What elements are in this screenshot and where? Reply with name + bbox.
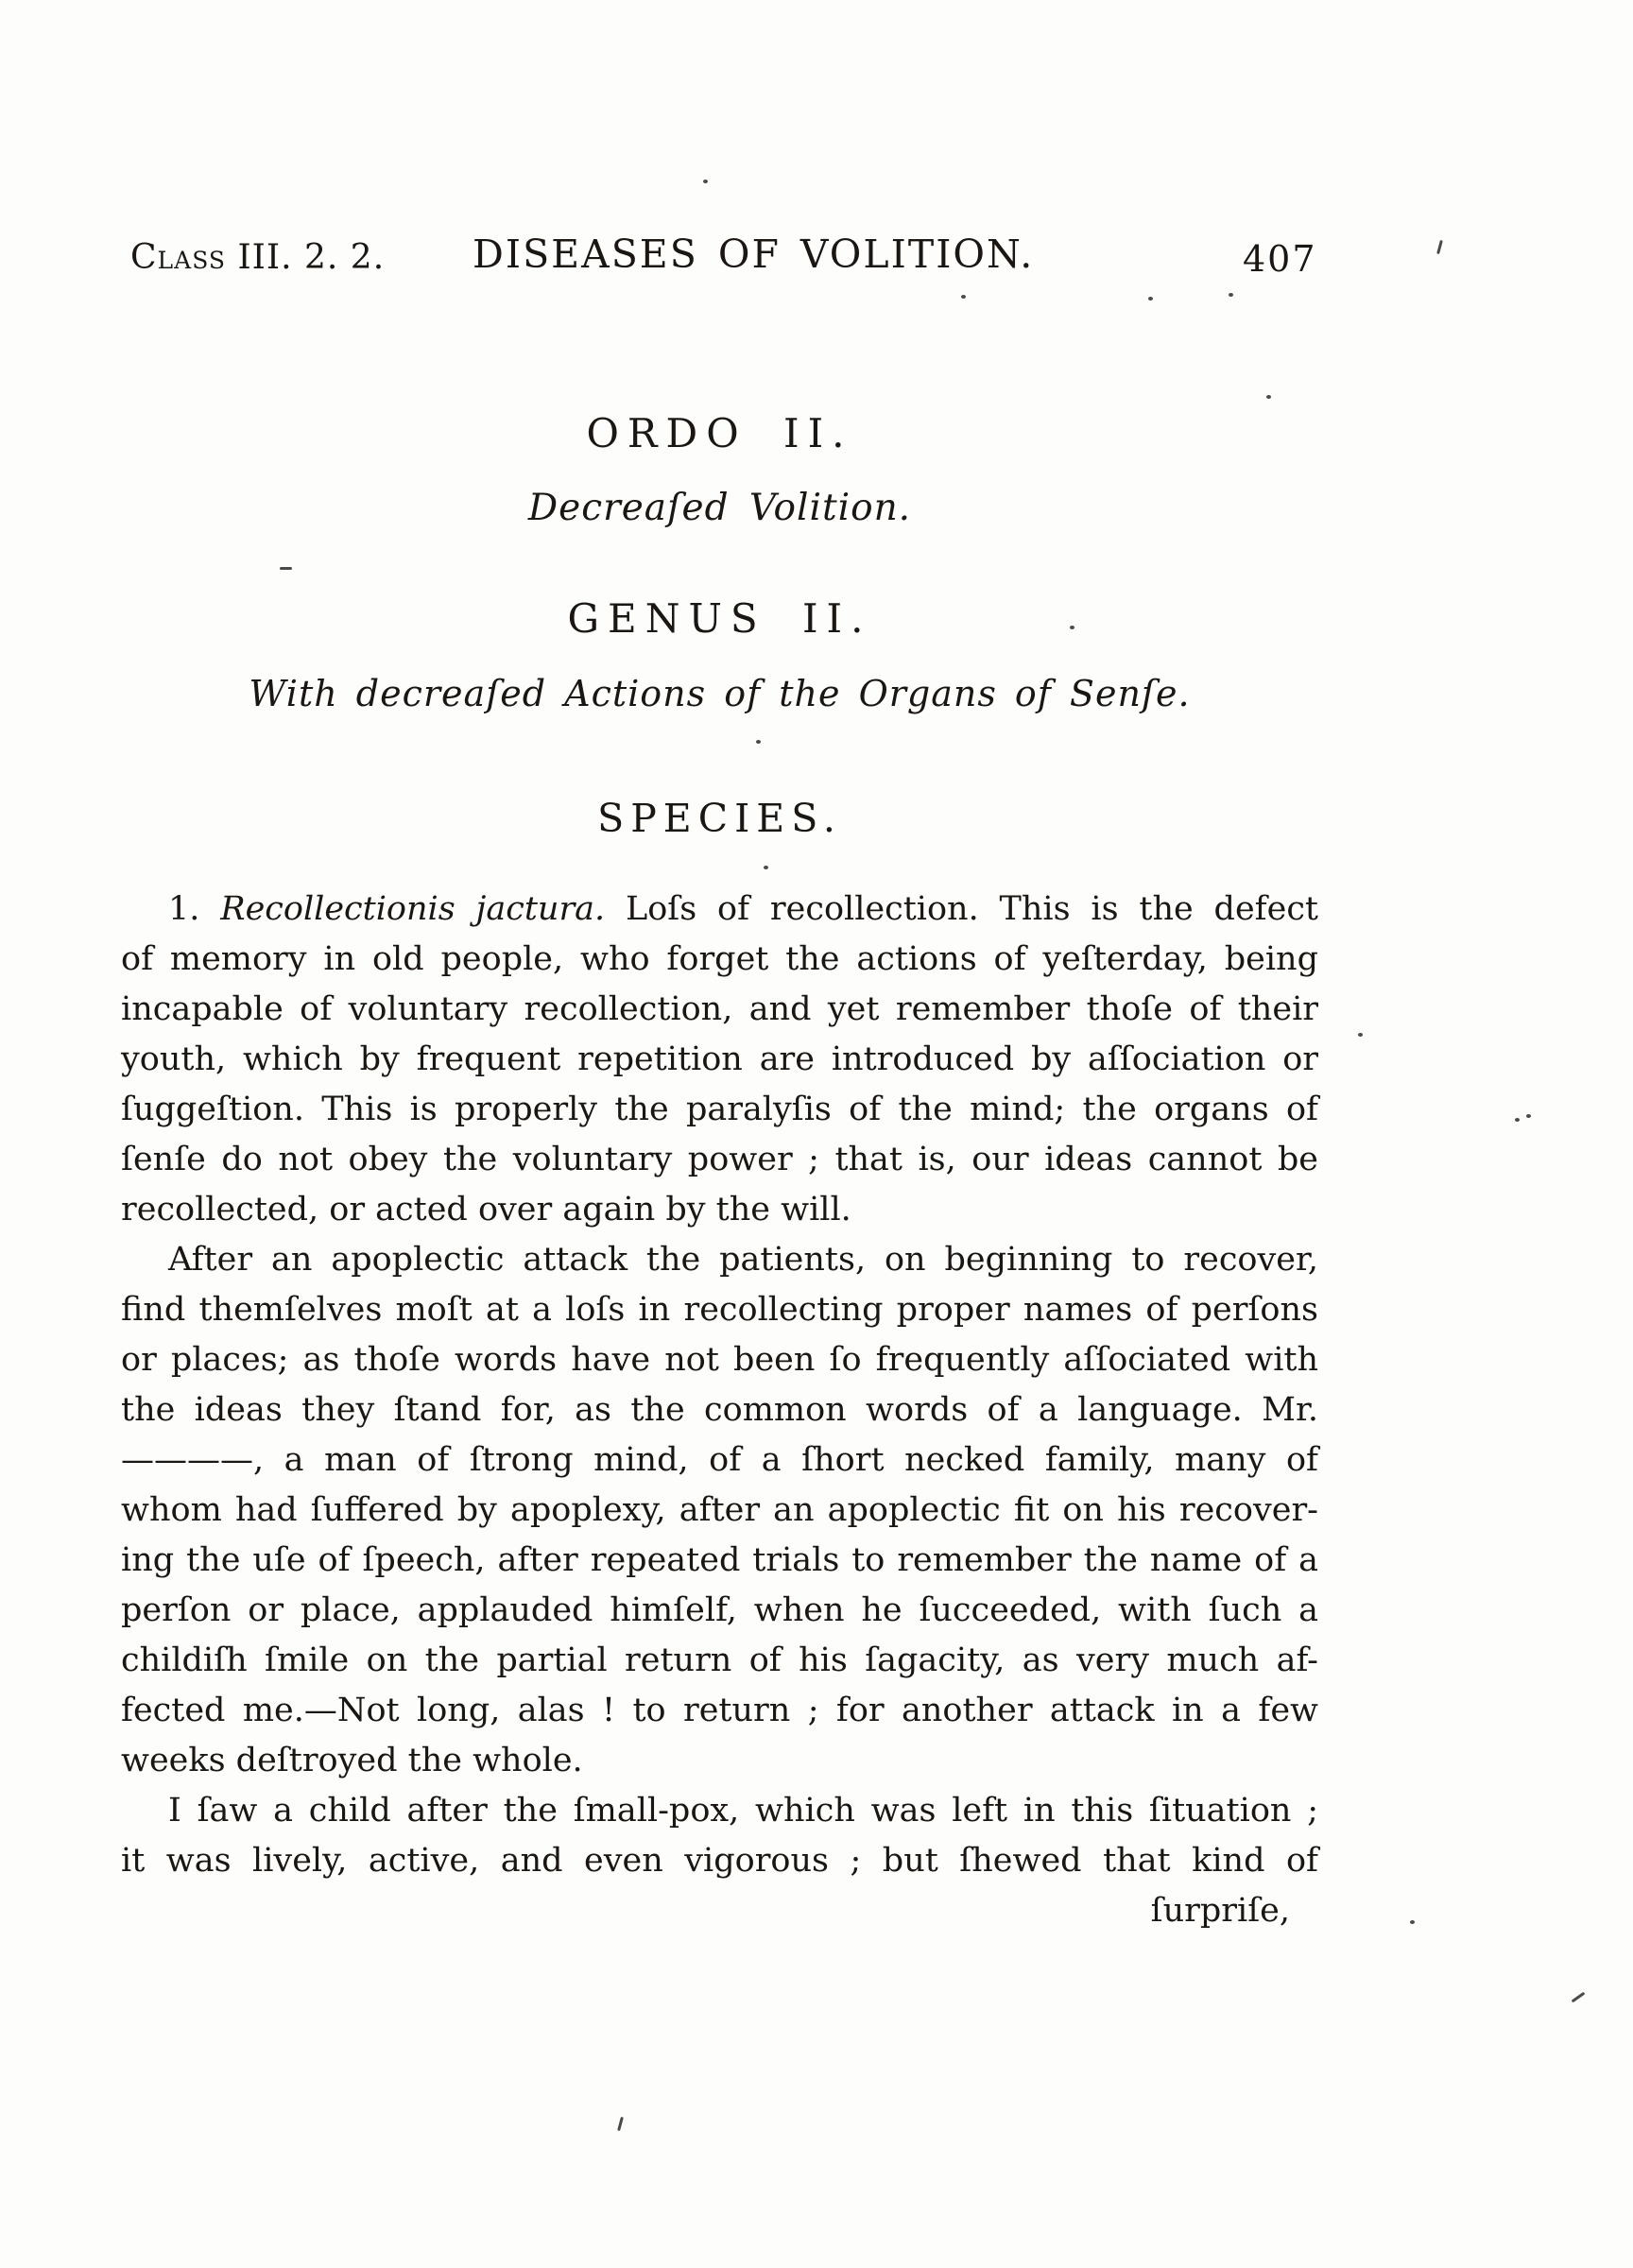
body-line: incapable of voluntary recollection, and yet remember thoſe of their [121, 990, 1318, 1028]
scan-speck [703, 180, 708, 183]
scan-speck [1266, 395, 1271, 399]
scan-speck [1436, 240, 1443, 254]
scan-speck [1070, 626, 1074, 629]
body-line: find themſelves moſt at a loſs in recollecting proper names of perſons [121, 1291, 1318, 1329]
scan-speck [617, 2117, 624, 2131]
body-line: childiſh ſmile on the partial return of his ſagacity, as very much af- [121, 1641, 1318, 1679]
scan-speck [961, 295, 966, 299]
species-number: 1. [168, 890, 221, 928]
species-latin-name: Recollectionis jactura. [220, 890, 606, 928]
header-running-title: DISEASES OF VOLITION. [473, 232, 1035, 277]
genus-subtitle: With decreaſed Actions of the Organs of Senſe. [249, 673, 1191, 714]
scan-speck [1358, 1033, 1363, 1037]
scan-speck [280, 567, 292, 570]
body-line: it was lively, active, and even vigorous ; but ſhewed that kind of [121, 1842, 1318, 1880]
scan-speck [1572, 1992, 1586, 2003]
body-line: ſuggeſtion. This is properly the paralyſis of the mind; the organs of [121, 1091, 1318, 1128]
scan-speck [756, 740, 761, 744]
species-heading: SPECIES. [597, 796, 842, 841]
body-line: I ſaw a child after the ſmall-pox, which was left in this ſituation ; [168, 1792, 1318, 1830]
body-line: of memory in old people, who forget the actions of yeſterday, being [121, 940, 1318, 978]
body-line: ing the uſe of ſpeech, after repeated trials to remember the name of a [121, 1541, 1318, 1579]
ordo-subtitle: Decreaſed Volition. [527, 487, 912, 529]
body-line: ſenſe do not obey the voluntary power ; that is, our ideas cannot be [121, 1141, 1318, 1178]
body-line [121, 885, 1318, 935]
body-line: or places; as thoſe words have not been ſo frequently aſſociated with [121, 1341, 1318, 1379]
scan-speck [1515, 1118, 1520, 1122]
body-text [121, 885, 1318, 1936]
body-line: the ideas they ſtand for, as the common words of a language. Mr. [121, 1391, 1318, 1429]
line-text: Loſs of recollection. This is the defect [605, 890, 1318, 928]
scan-speck [1410, 1920, 1415, 1924]
scan-speck [764, 866, 768, 869]
body-line: fected me.—Not long, alas ! to return ; for another attack in a few [121, 1692, 1318, 1729]
scan-speck [1148, 297, 1153, 301]
body-line: recollected, or acted over again by the will. [121, 1191, 851, 1228]
body-line: After an apoplectic attack the patients, on beginning to recover, [168, 1241, 1318, 1279]
genus-heading: GENUS II. [567, 595, 872, 642]
body-line: whom had ſuffered by apoplexy, after an apoplectic fit on his recover- [121, 1491, 1318, 1529]
body-line: youth, which by frequent repetition are introduced by aſſociation or [121, 1040, 1318, 1078]
catchword: ſurpriſe, [1150, 1892, 1290, 1930]
scan-speck [1229, 293, 1233, 297]
scan-speck [1526, 1114, 1531, 1118]
header-page-number: 407 [1243, 238, 1317, 280]
ordo-heading: ORDO II. [586, 410, 853, 456]
body-line: perſon or place, applauded himſelf, when he ſucceeded, with ſuch a [121, 1591, 1318, 1629]
body-line: weeks deſtroyed the whole. [121, 1742, 583, 1779]
header-class-label: Class III. 2. 2. [130, 238, 386, 277]
body-line: ————, a man of ſtrong mind, of a ſhort necked family, many of [121, 1441, 1318, 1479]
